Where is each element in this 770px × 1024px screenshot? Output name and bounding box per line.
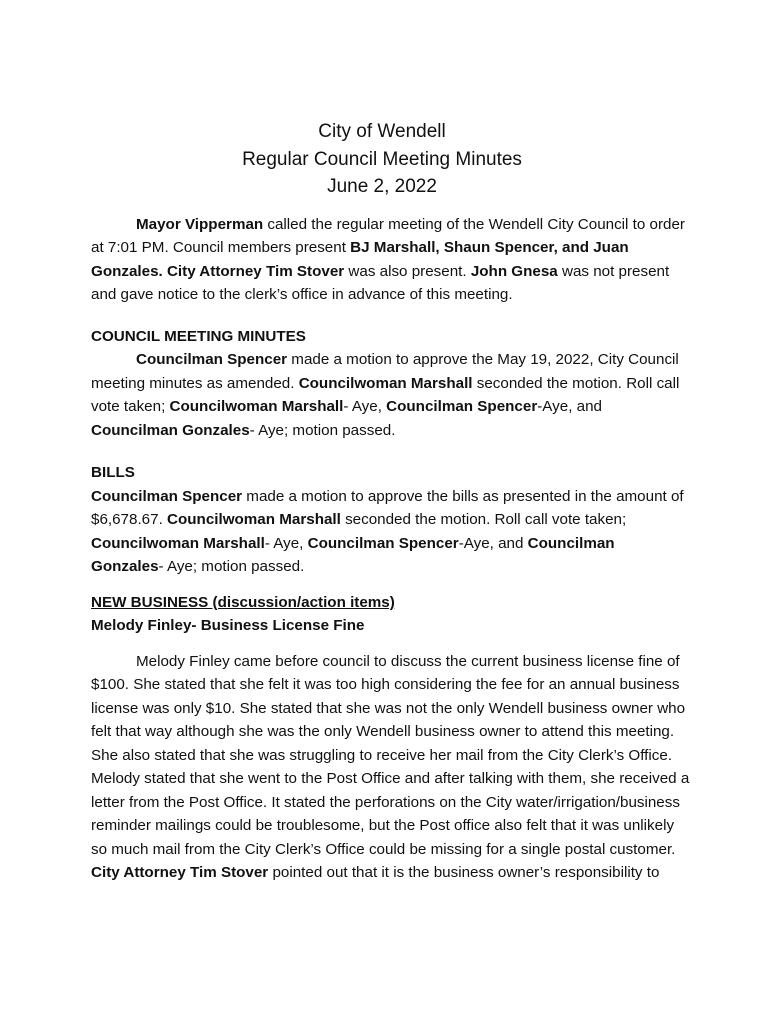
minutes-document bbox=[91, 118, 691, 885]
attorney-name: City Attorney Tim Stover bbox=[91, 864, 269, 881]
vote-result: -Aye, and bbox=[458, 534, 528, 552]
minutes-text-2: seconded the motion. Roll call vote taken; bbox=[91, 374, 680, 415]
minutes-section-heading: COUNCIL MEETING MINUTES bbox=[91, 327, 306, 345]
spacer bbox=[91, 201, 691, 213]
vote-name: Councilman Gonzales bbox=[91, 421, 250, 439]
spacer bbox=[91, 638, 691, 650]
intro-text-1: called the regular meeting of the Wendell City Council to order at 7:01 PM. Council members present bbox=[91, 215, 685, 256]
vote-name: Councilman Gonzales bbox=[91, 534, 615, 575]
motion-maker: Councilman Spencer bbox=[136, 351, 288, 368]
vote-result: - Aye; motion passed. bbox=[249, 421, 396, 439]
spacer bbox=[91, 442, 691, 461]
members-present: BJ Marshall, Shaun Spencer, and Juan Gonzales. City Attorney Tim Stover bbox=[91, 239, 629, 280]
vote-name: Councilwoman Marshall bbox=[91, 534, 265, 552]
intro-text-2: was also present. bbox=[344, 262, 471, 280]
meeting-title: Regular Council Meeting Minutes bbox=[242, 148, 522, 170]
document-header bbox=[73, 118, 691, 201]
spacer bbox=[91, 579, 691, 591]
new-business-text-2: pointed out that it is the business owner’s responsibility to bbox=[268, 864, 660, 881]
meeting-date: June 2, 2022 bbox=[327, 176, 437, 197]
intro-text-3: was not present and gave notice to the clerk’s office in advance of this meeting. bbox=[91, 262, 670, 303]
motion-seconder: Councilwoman Marshall bbox=[298, 374, 473, 392]
mayor-name: Mayor Vipperman bbox=[136, 215, 264, 233]
bills-section-paragraph bbox=[91, 485, 691, 579]
intro-paragraph bbox=[91, 213, 691, 307]
spacer bbox=[91, 307, 691, 325]
absent-member: John Gnesa bbox=[470, 262, 558, 280]
vote-result: -Aye, and bbox=[537, 398, 602, 415]
vote-result: - Aye; motion passed. bbox=[158, 558, 305, 575]
vote-result: - Aye, bbox=[264, 534, 308, 552]
bills-text-2: seconded the motion. Roll call vote taken; bbox=[340, 511, 627, 528]
city-name: City of Wendell bbox=[318, 121, 446, 142]
vote-result: - Aye, bbox=[343, 398, 387, 415]
new-business-heading: NEW BUSINESS (discussion/action items) bbox=[91, 593, 395, 611]
vote-name: Councilman Spencer bbox=[307, 534, 459, 552]
agenda-item-title: Melody Finley- Business License Fine bbox=[91, 617, 365, 634]
new-business-paragraph bbox=[91, 650, 691, 885]
vote-name: Councilman Spencer bbox=[386, 398, 538, 415]
minutes-section-paragraph bbox=[91, 348, 691, 442]
bills-text-1: made a motion to approve the bills as presented in the amount of $6,678.67. bbox=[91, 487, 684, 528]
new-business-text-1: Melody Finley came before council to discuss the current business license fine of $100. She stated that she felt it was too high considering the fee for an annual business license was only $10. She stated that she was not the only Wendell business owner who felt that way although she was the only Wendell business owner to attend this meeting. She also stated that she was struggling to receive her mail from the City Clerk’s Office. Melody stated that she went to the Post Office and after talking with them, she received a letter from the Post Office. It stated the perforations on the City water/irrigation/business reminder mailings could be troublesome, but the Post office also felt that it was unlikely so much mail from the City Clerk’s Office could be missing for a single postal customer. bbox=[91, 652, 690, 858]
bills-section-heading: BILLS bbox=[91, 464, 135, 481]
minutes-text-1: made a motion to approve the May 19, 2022, City Council meeting minutes as amended. bbox=[91, 351, 679, 392]
motion-maker: Councilman Spencer bbox=[91, 487, 243, 505]
vote-name: Councilwoman Marshall bbox=[169, 398, 344, 415]
motion-seconder: Councilwoman Marshall bbox=[167, 511, 341, 528]
